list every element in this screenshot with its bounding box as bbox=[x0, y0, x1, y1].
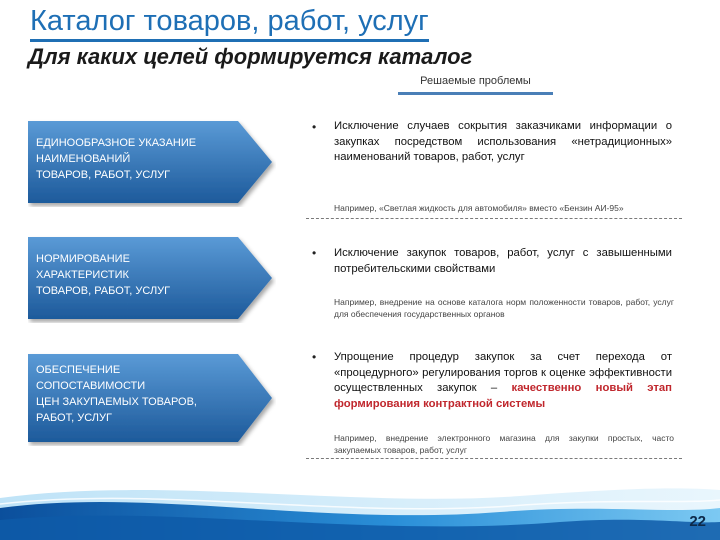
goal-arrow-3 bbox=[28, 350, 276, 446]
page-number: 22 bbox=[689, 513, 706, 530]
goal-line: СОПОСТАВИМОСТИ bbox=[36, 380, 146, 392]
goal-line: НАИМЕНОВАНИЙ bbox=[36, 153, 131, 165]
goal-line: РАБОТ, УСЛУГ bbox=[36, 412, 112, 424]
goal-arrow-1 bbox=[28, 117, 276, 207]
goal-line: ТОВАРОВ, РАБОТ, УСЛУГ bbox=[36, 169, 171, 181]
goal-arrow-2 bbox=[28, 233, 276, 323]
bullet: • bbox=[312, 246, 317, 260]
example-text-2: Например, внедрение на основе каталога норм положенности товаров, работ, услуг для обеспечения государственных органов bbox=[334, 297, 674, 319]
goal-line: ЕДИНООБРАЗНОЕ УКАЗАНИЕ bbox=[36, 137, 197, 149]
divider bbox=[306, 218, 682, 219]
bullet: • bbox=[312, 120, 317, 134]
problem-text-3-main: Упрощение процедур закупок за счет перехода от «процедурного» регулирования торгов к оценке эффективности осуществленных закупок – bbox=[334, 351, 672, 394]
footer-wave-decoration bbox=[0, 468, 720, 540]
goal-line: ОБЕСПЕЧЕНИЕ bbox=[36, 364, 121, 376]
column-header-underline bbox=[398, 92, 553, 95]
example-text-1: Например, «Светлая жидкость для автомобиля» вместо «Бензин АИ-95» bbox=[334, 203, 624, 213]
column-header: Решаемые проблемы bbox=[420, 75, 531, 87]
divider bbox=[306, 458, 682, 459]
bullet: • bbox=[312, 350, 317, 364]
problem-text-3 bbox=[334, 350, 672, 412]
goal-line: ТОВАРОВ, РАБОТ, УСЛУГ bbox=[36, 285, 171, 297]
problem-text-2: Исключение закупок товаров, работ, услуг с завышенными потребительскими свойствами bbox=[334, 247, 672, 275]
problem-text-3-highlight: качественно новый этап формирования контрактной системы bbox=[334, 382, 673, 410]
problem-text-1: Исключение случаев сокрытия заказчиками информации о закупках посредством использования «нетрадиционных» наименований товаров, работ, услуг bbox=[334, 120, 672, 163]
slide-title: Каталог товаров, работ, услуг bbox=[30, 4, 429, 42]
goal-line: ЦЕН ЗАКУПАЕМЫХ ТОВАРОВ, bbox=[36, 396, 197, 408]
goal-line: НОРМИРОВАНИЕ bbox=[36, 253, 130, 265]
example-text-3: Например, внедрение электронного магазина для закупки простых, часто закупаемых товаров, работ, услуг bbox=[334, 433, 674, 455]
slide-subtitle: Для каких целей формируется каталог bbox=[28, 44, 473, 69]
goal-line: ХАРАКТЕРИСТИК bbox=[36, 269, 129, 281]
